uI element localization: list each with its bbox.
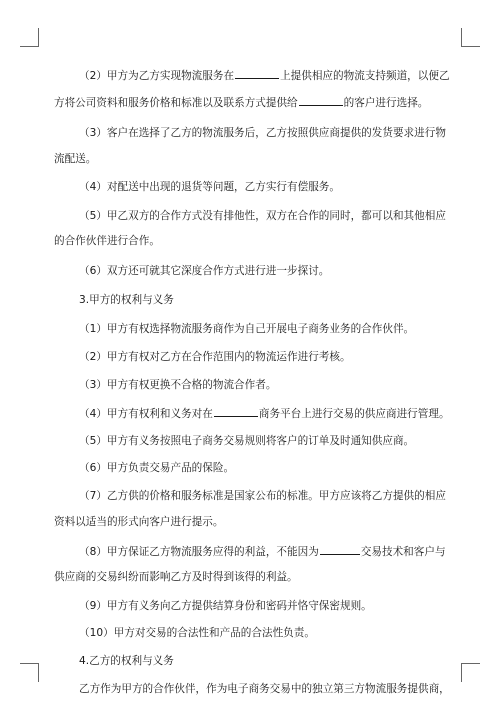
paragraph-line: （1）甲方有权选择物流服务商作为自己开展电子商务业务的合作伙伴。 (79, 323, 415, 335)
paragraph-line: （4）对配送中出现的退货等问题，乙方实行有偿服务。 (79, 181, 340, 193)
paragraph-line: （6）双方还可就其它深度合作方式进行进一步探讨。 (79, 265, 330, 277)
crop-mark-top-right (461, 28, 480, 47)
section-heading: 4.乙方的权利与义务 (79, 655, 174, 667)
paragraph-line: （3）客户在选择了乙方的物流服务后，乙方按照供应商提供的发货要求进行物 (79, 127, 446, 139)
paragraph-line: （5）甲方有义务按照电子商务交易规则将客户的订单及时通知供应商。 (79, 435, 415, 447)
paragraph-line: 的合作伙伴进行合作。 (54, 235, 160, 247)
fill-in-blank (320, 543, 360, 555)
paragraph-line: （4）甲方有权利和义务对在 商务平台上进行交易的供应商进行管理。 (54, 405, 446, 422)
paragraph-line: （5）甲乙双方的合作方式没有排他性，双方在合作的同时，都可以和其他相应 (79, 210, 446, 222)
section-heading: 3.甲方的权利与义务 (79, 294, 174, 306)
crop-mark-bottom-right (461, 663, 480, 682)
paragraph-line: （8）甲方保证乙方物流服务应得的利益，不能因为 交易技术和客户与 (54, 543, 446, 560)
paragraph-line: （9）甲方有义务向乙方提供结算身份和密码并恪守保密规则。 (79, 600, 372, 612)
paragraph-line: （3）甲方有权更换不合格的物流合作者。 (79, 379, 277, 391)
paragraph-line: 方将公司资料和服务价格和标准以及联系方式提供给 的客户进行选择。 (54, 94, 446, 111)
paragraph-line: 流配送。 (54, 153, 97, 165)
paragraph-line: （7）乙方供的价格和服务标准是国家公布的标准。甲方应该将乙方提供的相应 (79, 490, 446, 502)
fill-in-blank (214, 405, 258, 417)
crop-mark-top-left (20, 28, 39, 47)
paragraph-line: （2）甲方为乙方实现物流服务在 上提供相应的物流支持频道，以便乙 (54, 67, 446, 84)
paragraph-line: （6）甲方负责交易产品的保险。 (79, 462, 235, 474)
paragraph-line: （2）甲方有权对乙方在合作范围内的物流运作进行考核。 (79, 351, 351, 363)
fill-in-blank (299, 94, 343, 106)
paragraph-line: 资料以适当的形式向客户进行提示。 (54, 516, 224, 528)
paragraph-line: （10）甲方对交易的合法性和产品的合法性负责。 (79, 627, 315, 639)
crop-mark-bottom-left (20, 663, 39, 682)
paragraph-line: 供应商的交易纠纷而影响乙方及时得到该得的利益。 (54, 571, 298, 583)
fill-in-blank (235, 67, 279, 79)
paragraph-line: 乙方作为甲方的合作伙伴，作为电子商务交易中的独立第三方物流服务提供商， (79, 683, 450, 695)
